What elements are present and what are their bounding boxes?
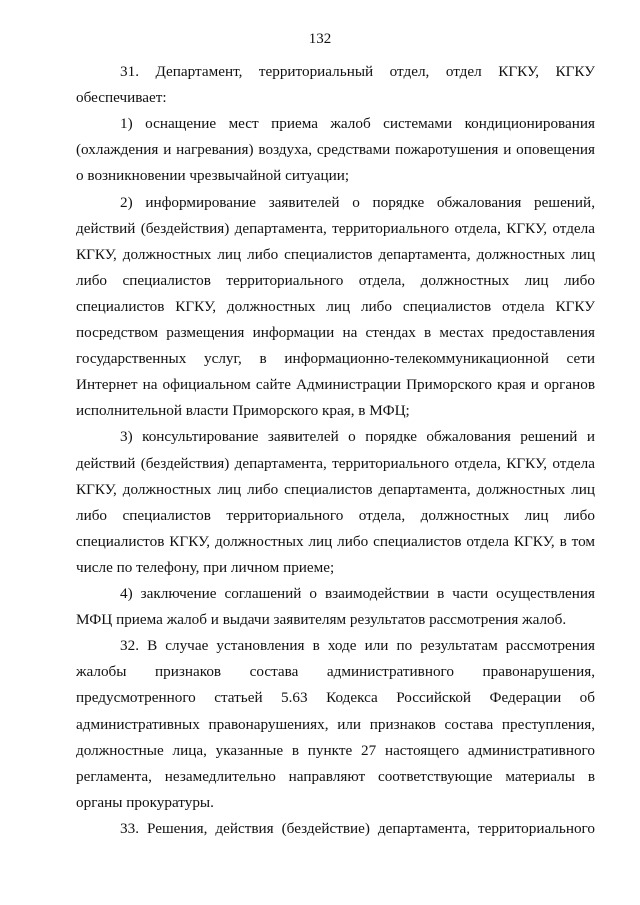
text-line: государственных услуг, в информационно-телекоммуникационной сети <box>76 350 595 368</box>
text-line: 33. Решения, действия (бездействие) департамента, территориального <box>120 819 595 837</box>
text-line: МФЦ приема жалоб и выдачи заявителям результатов рассмотрения жалоб. <box>76 611 567 629</box>
text-line: жалобы признаков состава административного правонарушения, <box>76 663 595 681</box>
page-number: 132 <box>308 31 332 47</box>
text-line: о возникновении чрезвычайной ситуации; <box>76 167 350 185</box>
text-line: КГКУ, должностных лиц либо специалистов департамента, должностных лиц <box>76 245 595 263</box>
text-line: исполнительной власти Приморского края, в МФЦ; <box>76 402 410 420</box>
text-line: органы прокуратуры. <box>76 793 214 811</box>
text-line: 32. В случае установления в ходе или по результатам рассмотрения <box>120 637 595 655</box>
text-line: 31. Департамент, территориальный отдел, отдел КГКУ, КГКУ <box>120 63 595 80</box>
text-line: 4) заключение соглашений о взаимодействии в части осуществления <box>120 585 595 602</box>
text-line: регламента, незамедлительно направляют соответствующие материалы в <box>76 767 595 785</box>
text-line: либо специалистов территориального отдела, должностных лиц либо <box>76 506 595 524</box>
text-line: предусмотренного статьей 5.63 Кодекса Российской Федерации об <box>76 689 595 707</box>
text-line: действий (бездействия) департамента, территориального отдела, КГКУ, отдела <box>76 219 595 237</box>
text-line: либо специалистов территориального отдела, должностных лиц либо <box>76 271 595 289</box>
text-line: 3) консультирование заявителей о порядке обжалования решений и <box>120 428 595 446</box>
text-line: специалистов КГКУ, должностных лиц либо специалистов отдела КГКУ, в том <box>76 532 595 550</box>
text-line: должностные лица, указанные в пункте 27 настоящего административного <box>76 741 595 759</box>
text-line: 2) информирование заявителей о порядке обжалования решений, <box>120 193 595 211</box>
text-line: числе по телефону, при личном приеме; <box>76 558 335 576</box>
text-line: 1) оснащение мест приема жалоб системами кондиционирования <box>120 115 595 133</box>
text-line: обеспечивает: <box>76 89 167 107</box>
text-line: специалистов КГКУ, должностных лиц либо специалистов отдела КГКУ <box>76 297 595 315</box>
text-line: посредством размещения информации на стендах в местах предоставления <box>76 324 595 341</box>
text-line: (охлаждения и нагревания) воздуха, средствами пожаротушения и оповещения <box>76 141 595 159</box>
text-line: КГКУ, должностных лиц либо специалистов департамента, должностных лиц <box>76 480 595 498</box>
text-line: Интернет на официальном сайте Администрации Приморского края и органов <box>76 376 595 394</box>
text-line: административных правонарушениях, или признаков состава преступления, <box>76 715 595 733</box>
text-line: действий (бездействия) департамента, территориального отдела, КГКУ, отдела <box>76 454 595 472</box>
